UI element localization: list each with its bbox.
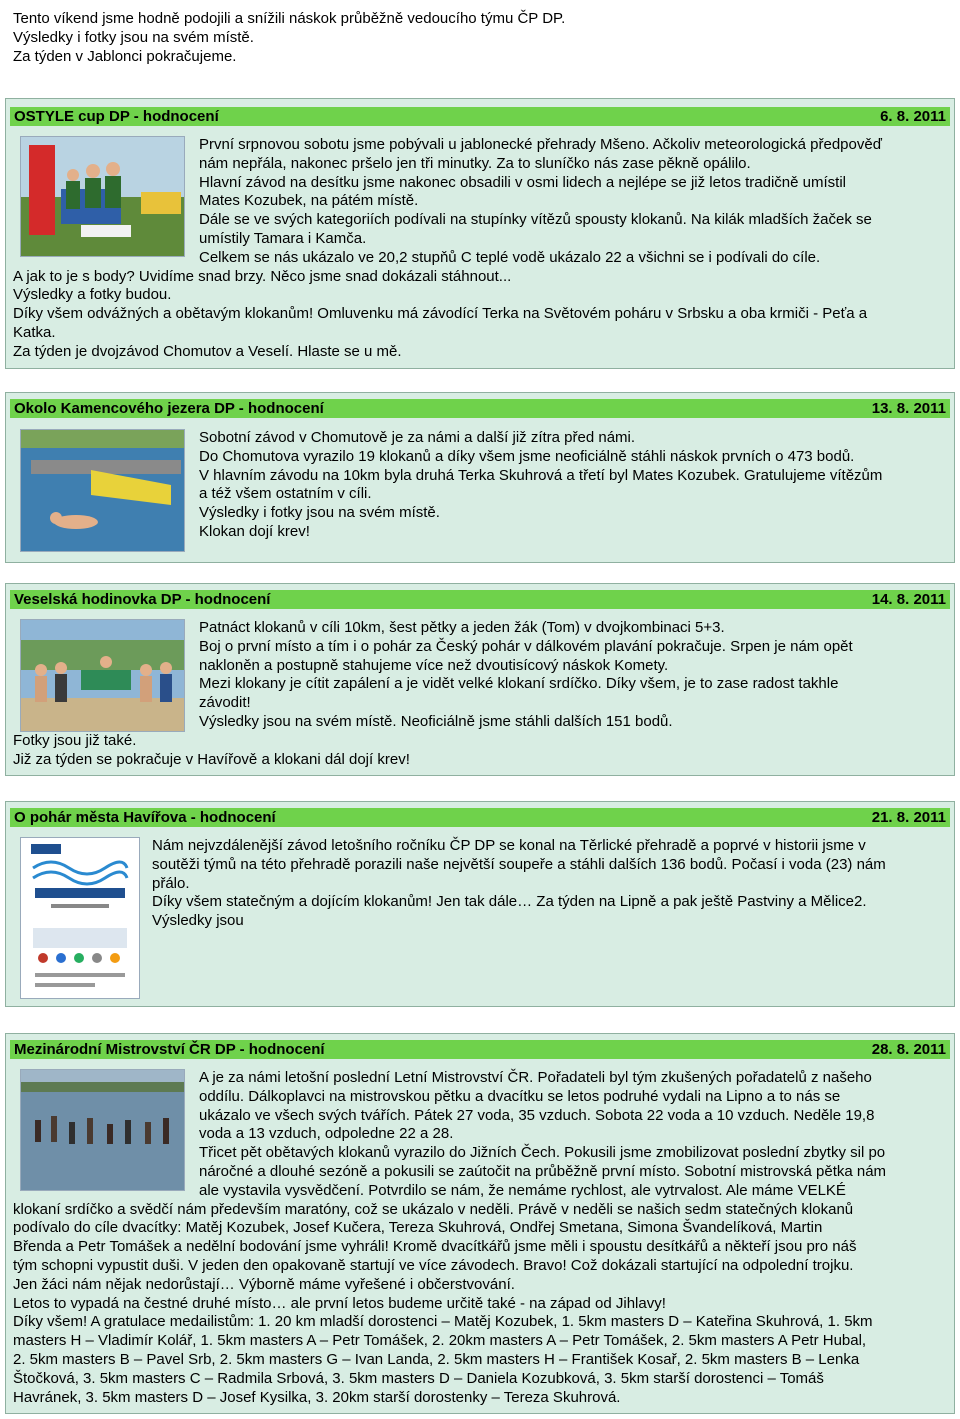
article-text-line: náročné a dlouhé sezóně a pokusili se zaútočit na průběžně první místo. Sobotní mistrovská pětka nám bbox=[199, 1163, 887, 1180]
intro-text bbox=[13, 10, 565, 66]
article-text-line: Díky všem statečným a dojícím klokanům! Jen tak dále… Za týden na Lipně a pak ještě Pastviny a Mělice2. bbox=[152, 893, 867, 911]
article-header bbox=[10, 590, 950, 609]
article-title[interactable]: Okolo Kamencového jezera DP - hodnocení bbox=[14, 400, 324, 417]
article-date: 21. 8. 2011 bbox=[871, 809, 946, 826]
article-title[interactable]: Mezinárodní Mistrovství ČR DP - hodnocení bbox=[14, 1041, 325, 1058]
article-date: 13. 8. 2011 bbox=[871, 400, 946, 417]
article-text-line: Za týden je dvojzávod Chomutov a Veselí. Hlaste se u mě. bbox=[13, 342, 402, 360]
article-text-line: Letos to vypadá na čestné druhé místo… ale první letos budeme určitě také - na západ od Jihlavy! bbox=[13, 1294, 666, 1312]
article-header bbox=[10, 808, 950, 827]
article-text-line: Do Chomutova vyrazilo 19 klokanů a díky všem jsme neoficiálně stáhli náskok prvních o 473 bodů. bbox=[199, 447, 855, 465]
article-text-line: Katka. bbox=[13, 324, 56, 341]
article-text-line: Díky všem odvážných a obětavým klokanům! Omluvenku má závodící Terka na Světovém poháru v Srbsku a oba krmiči - Peťa a bbox=[13, 305, 868, 323]
article-veselska-hodinovka bbox=[5, 583, 955, 776]
article-text-line: Patnáct klokanů v cíli 10km, šest pětky a jeden žák (Tom) v dvojkombinaci 5+3. bbox=[199, 619, 725, 636]
intro-line: Za týden v Jablonci pokračujeme. bbox=[13, 47, 237, 65]
article-text-line: Výsledky a fotky budou. bbox=[13, 286, 172, 304]
article-text-line: Celkem se nás ukázalo ve 20,2 stupňů C teplé vodě ukázalo 22 a všichni se i podívali do cíle. bbox=[199, 248, 821, 266]
article-text-line: ale vystavila vysvědčení. Potvrdilo se nám, že nemáme rychlost, ale vytrvalost. Ale máme VELKÉ bbox=[199, 1181, 846, 1199]
article-text-line: A jak to je s body? Uvidíme snad brzy. Něco jsme snad dokázali stáhnout... bbox=[13, 267, 512, 285]
article-mistrovstvi-cr bbox=[5, 1033, 955, 1414]
group-photo-icon[interactable] bbox=[20, 619, 185, 732]
intro-line: Výsledky i fotky jsou na svém místě. bbox=[13, 28, 254, 46]
article-date: 6. 8. 2011 bbox=[880, 108, 946, 125]
article-text-line: Fotky jsou již také. bbox=[13, 731, 137, 749]
article-text-line: Břenda a Petr Tomášek a nedělní bodování jsme vyhráli! Kromě dvacítkářů jsme měli i spoustu desítkářů a někteří jsou pro náš bbox=[13, 1238, 857, 1256]
article-title[interactable]: OSTYLE cup DP - hodnocení bbox=[14, 108, 219, 125]
article-text-line: Havránek, 3. 5km masters D – Josef Kysilka, 3. 20km starší dorostenky – Tereza Skuhrová. bbox=[13, 1388, 621, 1406]
article-text-line: Sobotní závod v Chomutově je za námi a další již zítra před námi. bbox=[199, 429, 636, 446]
article-text-line: soutěži týmů na této přehradě porazili naše největší soupeře a stáhli dalších 136 bodů. Počasí i voda (23) nám bbox=[152, 855, 886, 873]
article-text-line: První srpnovou sobotu jsme pobývali u jablonecké přehrady Mšeno. Ačkoliv meteorologická předpověď bbox=[199, 136, 882, 153]
article-text-line: Štočková, 3. 5km masters C – Radmila Srbová, 3. 5km masters D – Daniela Kozubková, 3. 5km starší dorostenci – Tomáš bbox=[13, 1369, 824, 1387]
article-header bbox=[10, 399, 950, 418]
article-text-line: nakloněn a postupně stahujeme více než dvoutisícový náskok Komety. bbox=[199, 656, 669, 674]
article-text-line: Výsledky jsou bbox=[152, 912, 244, 930]
article-ostyle-cup bbox=[5, 98, 955, 369]
article-title[interactable]: O pohár města Havířova - hodnocení bbox=[14, 809, 276, 826]
article-text-line: tým schopni vypustit duši. V jeden den opakovaně startují ve více závodech. Bravo! Což dokázali startující na odpolední trojku. bbox=[13, 1257, 854, 1274]
article-text-line: ukázalo ve všech svých tvářích. Pátek 27 voda, 35 vzduch. Sobota 22 voda a 10 vzduch. Neděle 19,8 bbox=[199, 1106, 875, 1124]
article-text-line: masters H – Vladimír Kolář, 1. 5km masters A – Petr Tomášek, 2. 20km masters A – Petr Tomášek, 2. 5km masters A Petr Hubal, bbox=[13, 1332, 867, 1350]
article-text-line: voda a 13 vzduch, odpoledne 22 a 28. bbox=[199, 1125, 454, 1143]
article-text-line: Klokan dojí krev! bbox=[199, 523, 310, 540]
intro-line: Tento víkend jsme hodně podojili a snížili náskok průběžně vedoucího týmu ČP DP. bbox=[13, 10, 566, 27]
article-text-line: Mates Kozubek, na pátém místě. bbox=[199, 192, 419, 210]
article-text-line: Třicet pět obětavých klokanů vyrazilo do Jižních Čech. Pokusili jsme zmobilizovat poslední zbytky sil po bbox=[199, 1144, 886, 1162]
article-text-line: Dále se ve svých kategoriích podívali na stupínky vítězů spousty klokanů. Na kilák mladších žaček se bbox=[199, 211, 872, 229]
team-photo-icon[interactable] bbox=[20, 136, 185, 257]
article-text-line: V hlavním závodu na 10km byla druhá Terka Skuhrová a třetí byl Mates Kozubek. Gratulujeme vítězům bbox=[199, 466, 883, 484]
article-text-line: A je za námi letošní poslední Letní Mistrovství ČR. Pořadateli byl tým zkušených pořadatelů z našeho bbox=[199, 1069, 872, 1086]
article-text-line: Hlavní závod na desítku jsme nakonec obsadili v osmi lidech a nejlépe se již letos tradičně umístil bbox=[199, 173, 846, 191]
article-text-line: klokaní srdíčko a svědčí nám především maratóny, což se ukázalo v neděli. Právě v neděli se našich sedm statečných klokanů bbox=[13, 1200, 854, 1218]
article-text-line: Výsledky jsou na svém místě. Neoficiálně jsme stáhli dalších 151 bodů. bbox=[199, 713, 673, 730]
article-text-line: a též všem ostatním v cíli. bbox=[199, 485, 372, 503]
article-text-line: závodit! bbox=[199, 694, 251, 712]
article-pohar-havirova bbox=[5, 801, 955, 1007]
article-text-line: Již za týden se pokračuje v Havířově a klokani dál dojí krev! bbox=[13, 750, 410, 768]
lake-photo-icon[interactable] bbox=[20, 1069, 185, 1191]
article-title[interactable]: Veselská hodinovka DP - hodnocení bbox=[14, 591, 271, 608]
article-text-line: Jen žáci nám nějak nedorůstají… Výborně máme vyřešené i občerstvování. bbox=[13, 1275, 515, 1293]
article-text-line: Boj o první místo a tím i o pohár za Český pohár v dálkovém plavání pokračuje. Srpen je nám opět bbox=[199, 637, 853, 655]
poster-icon[interactable] bbox=[20, 837, 140, 999]
article-text-line: umístily Tamara i Kamča. bbox=[199, 230, 367, 247]
article-text-line: nám nepřála, nakonec pršelo jen tři minutky. Za to sluníčko nás zase pěkně opálilo. bbox=[199, 154, 751, 172]
article-text-line: oddílu. Dálkoplavci na mistrovskou pětku a dvacítku se letos podruhé vydali na Lipno a to nás se bbox=[199, 1087, 841, 1105]
article-text-line: Nám nejvzdálenější závod letošního ročníku ČP DP se konal na Těrlické přehradě a poprvé v historii jsme v bbox=[152, 837, 866, 854]
swimmer-photo-icon[interactable] bbox=[20, 429, 185, 552]
article-date: 28. 8. 2011 bbox=[871, 1041, 946, 1058]
article-text-line: přálo. bbox=[152, 874, 190, 892]
article-header bbox=[10, 107, 950, 126]
article-text-line: 2. 5km masters B – Pavel Srb, 2. 5km masters G – Ivan Landa, 2. 5km masters H – František Kosař, 2. 5km masters B – Lenka bbox=[13, 1351, 860, 1368]
article-text-line: Výsledky i fotky jsou na svém místě. bbox=[199, 504, 440, 522]
article-text-line: Díky všem! A gratulace medailistům: 1. 20 km mladší dorostenci – Matěj Kozubek, 1. 5km masters D – Kateřina Skuhrová, 1. 5km bbox=[13, 1313, 873, 1331]
article-header bbox=[10, 1040, 950, 1059]
article-date: 14. 8. 2011 bbox=[871, 591, 946, 608]
article-text-line: Mezi klokany je cítit zapálení a je vidět velké klokaní srdíčko. Díky všem, je to zase radost takhle bbox=[199, 675, 839, 693]
article-text-line: podívalo do cíle dvacítky: Matěj Kozubek, Josef Kučera, Tereza Skuhrová, Ondřej Smetana, Simona Švandelíková, Martin bbox=[13, 1219, 823, 1237]
article-kamencove-jezero bbox=[5, 392, 955, 563]
